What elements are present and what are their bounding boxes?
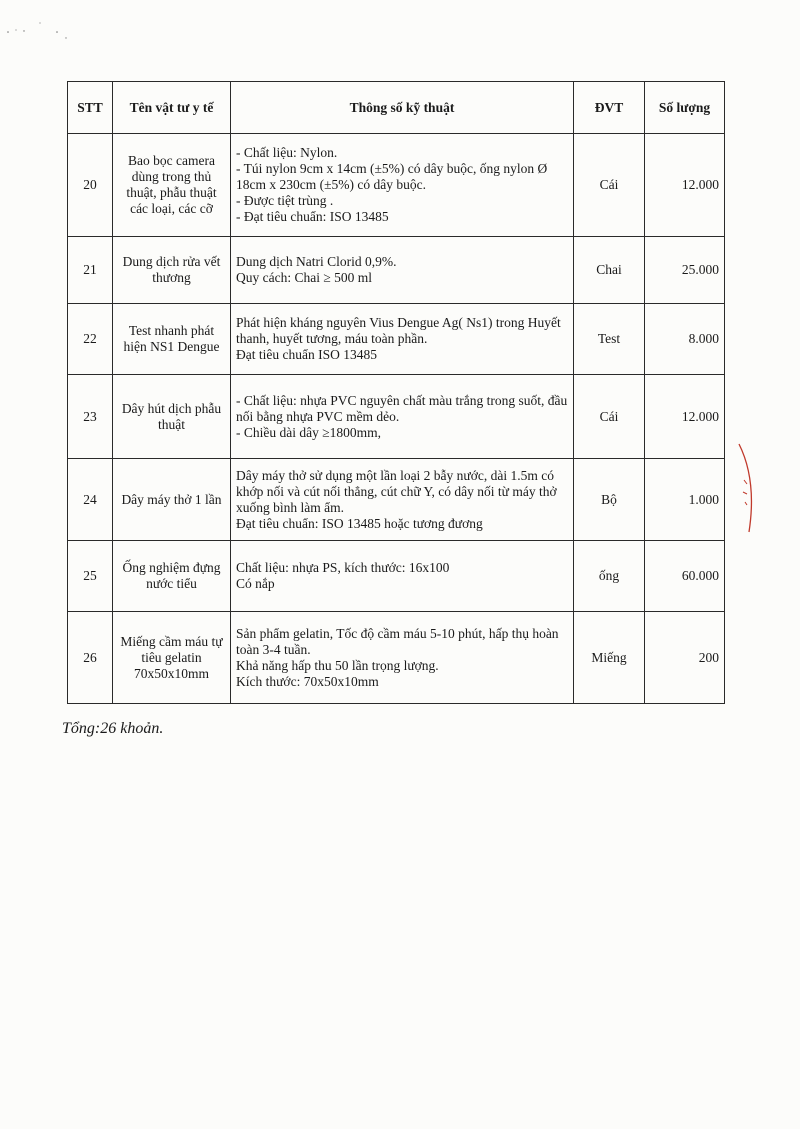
cell-spec [231,612,574,704]
spec-line: - Chất liệu: Nylon. [236,145,338,160]
cell-spec [231,304,574,375]
cell-unit: Test [574,304,645,375]
spec-line: - Túi nylon 9cm x 14cm (±5%) có dây buộc, ống nylon Ø 18cm x 230cm (±5%) có dây buộc. [236,161,548,192]
cell-qty: 200 [645,612,725,704]
cell-qty: 12.000 [645,134,725,237]
spec-line: Quy cách: Chai ≥ 500 ml [236,270,373,285]
header-spec: Thông số kỹ thuật [231,82,574,134]
cell-name: Dung dịch rửa vết thương [113,237,231,304]
cell-stt: 23 [68,375,113,459]
cell-name: Dây máy thở 1 lần [113,459,231,541]
cell-qty: 60.000 [645,541,725,612]
cell-spec [231,134,574,237]
cell-spec [231,541,574,612]
cell-qty: 25.000 [645,237,725,304]
cell-unit: ống [574,541,645,612]
spec-line: Khả năng hấp thu 50 lần trọng lượng. [236,657,439,673]
cell-unit: Miếng [574,612,645,704]
cell-unit: Cái [574,375,645,459]
spec-line: Phát hiện kháng nguyên Vius Dengue Ag( Ns1) trong Huyết thanh, huyết tương, máu toàn phần. [236,315,561,346]
cell-spec [231,375,574,459]
spec-line: - Được tiệt trùng . [236,193,334,208]
spec-line: Chất liệu: nhựa PS, kích thước: 16x100 [236,560,450,575]
spec-line: Đạt tiêu chuẩn: ISO 13485 hoặc tương đương [236,515,483,531]
spec-line: - Chiều dài dây ≥1800mm, [236,424,382,440]
cell-spec [231,237,574,304]
cell-name: Test nhanh phát hiện NS1 Dengue [113,304,231,375]
header-name: Tên vật tư y tế [113,82,231,134]
cell-name: Ống nghiệm đựng nước tiểu [113,541,231,612]
cell-stt: 24 [68,459,113,541]
spec-line: Kích thước: 70x50x10mm [236,673,379,689]
spec-line: - Chất liệu: nhựa PVC nguyên chất màu trắng trong suốt, đầu nối bằng nhựa PVC mềm dẻo. [236,392,568,424]
cell-stt: 20 [68,134,113,237]
spec-line: Đạt tiêu chuẩn ISO 13485 [236,347,377,362]
table-row [68,375,725,459]
spec-line: Sản phẩm gelatin, Tốc độ cầm máu 5-10 phút, hấp thụ hoàn toàn 3-4 tuần. [236,625,559,657]
cell-stt: 26 [68,612,113,704]
total-count: Tổng:26 khoản. [62,720,164,737]
cell-unit: Bộ [574,459,645,541]
cell-spec [231,459,574,541]
cell-unit: Chai [574,237,645,304]
header-stt: STT [68,82,113,134]
header-unit: ĐVT [574,82,645,134]
cell-qty: 1.000 [645,459,725,541]
table-row [68,541,725,612]
spec-line: - Đạt tiêu chuẩn: ISO 13485 [236,209,389,224]
spec-line: Dây máy thở sử dụng một lần loại 2 bẫy nước, dài 1.5m có khớp nối và cút nối thẳng, cút chữ Y, có dây nối từ máy thở xuống bình làm ẩm. [236,467,557,515]
table-row [68,459,725,541]
cell-unit: Cái [574,134,645,237]
cell-name: Bao bọc camera dùng trong thủ thuật, phẫu thuật các loại, các cỡ [113,134,231,237]
cell-stt: 25 [68,541,113,612]
spec-line: Dung dịch Natri Clorid 0,9%. [236,254,397,269]
table-row [68,304,725,375]
cell-stt: 22 [68,304,113,375]
cell-name: Dây hút dịch phẫu thuật [113,375,231,459]
spec-line: Có nắp [236,576,275,591]
medical-supplies-table [67,81,725,704]
cell-qty: 12.000 [645,375,725,459]
cell-name: Miếng cầm máu tự tiêu gelatin 70x50x10mm [113,612,231,704]
table-row [68,134,725,237]
scan-specks [0,20,80,50]
cell-qty: 8.000 [645,304,725,375]
stamp-edge-mark [735,440,765,540]
header-qty: Số lượng [645,82,725,134]
table-row [68,612,725,704]
table-header-row [68,82,725,134]
table-row [68,237,725,304]
cell-stt: 21 [68,237,113,304]
